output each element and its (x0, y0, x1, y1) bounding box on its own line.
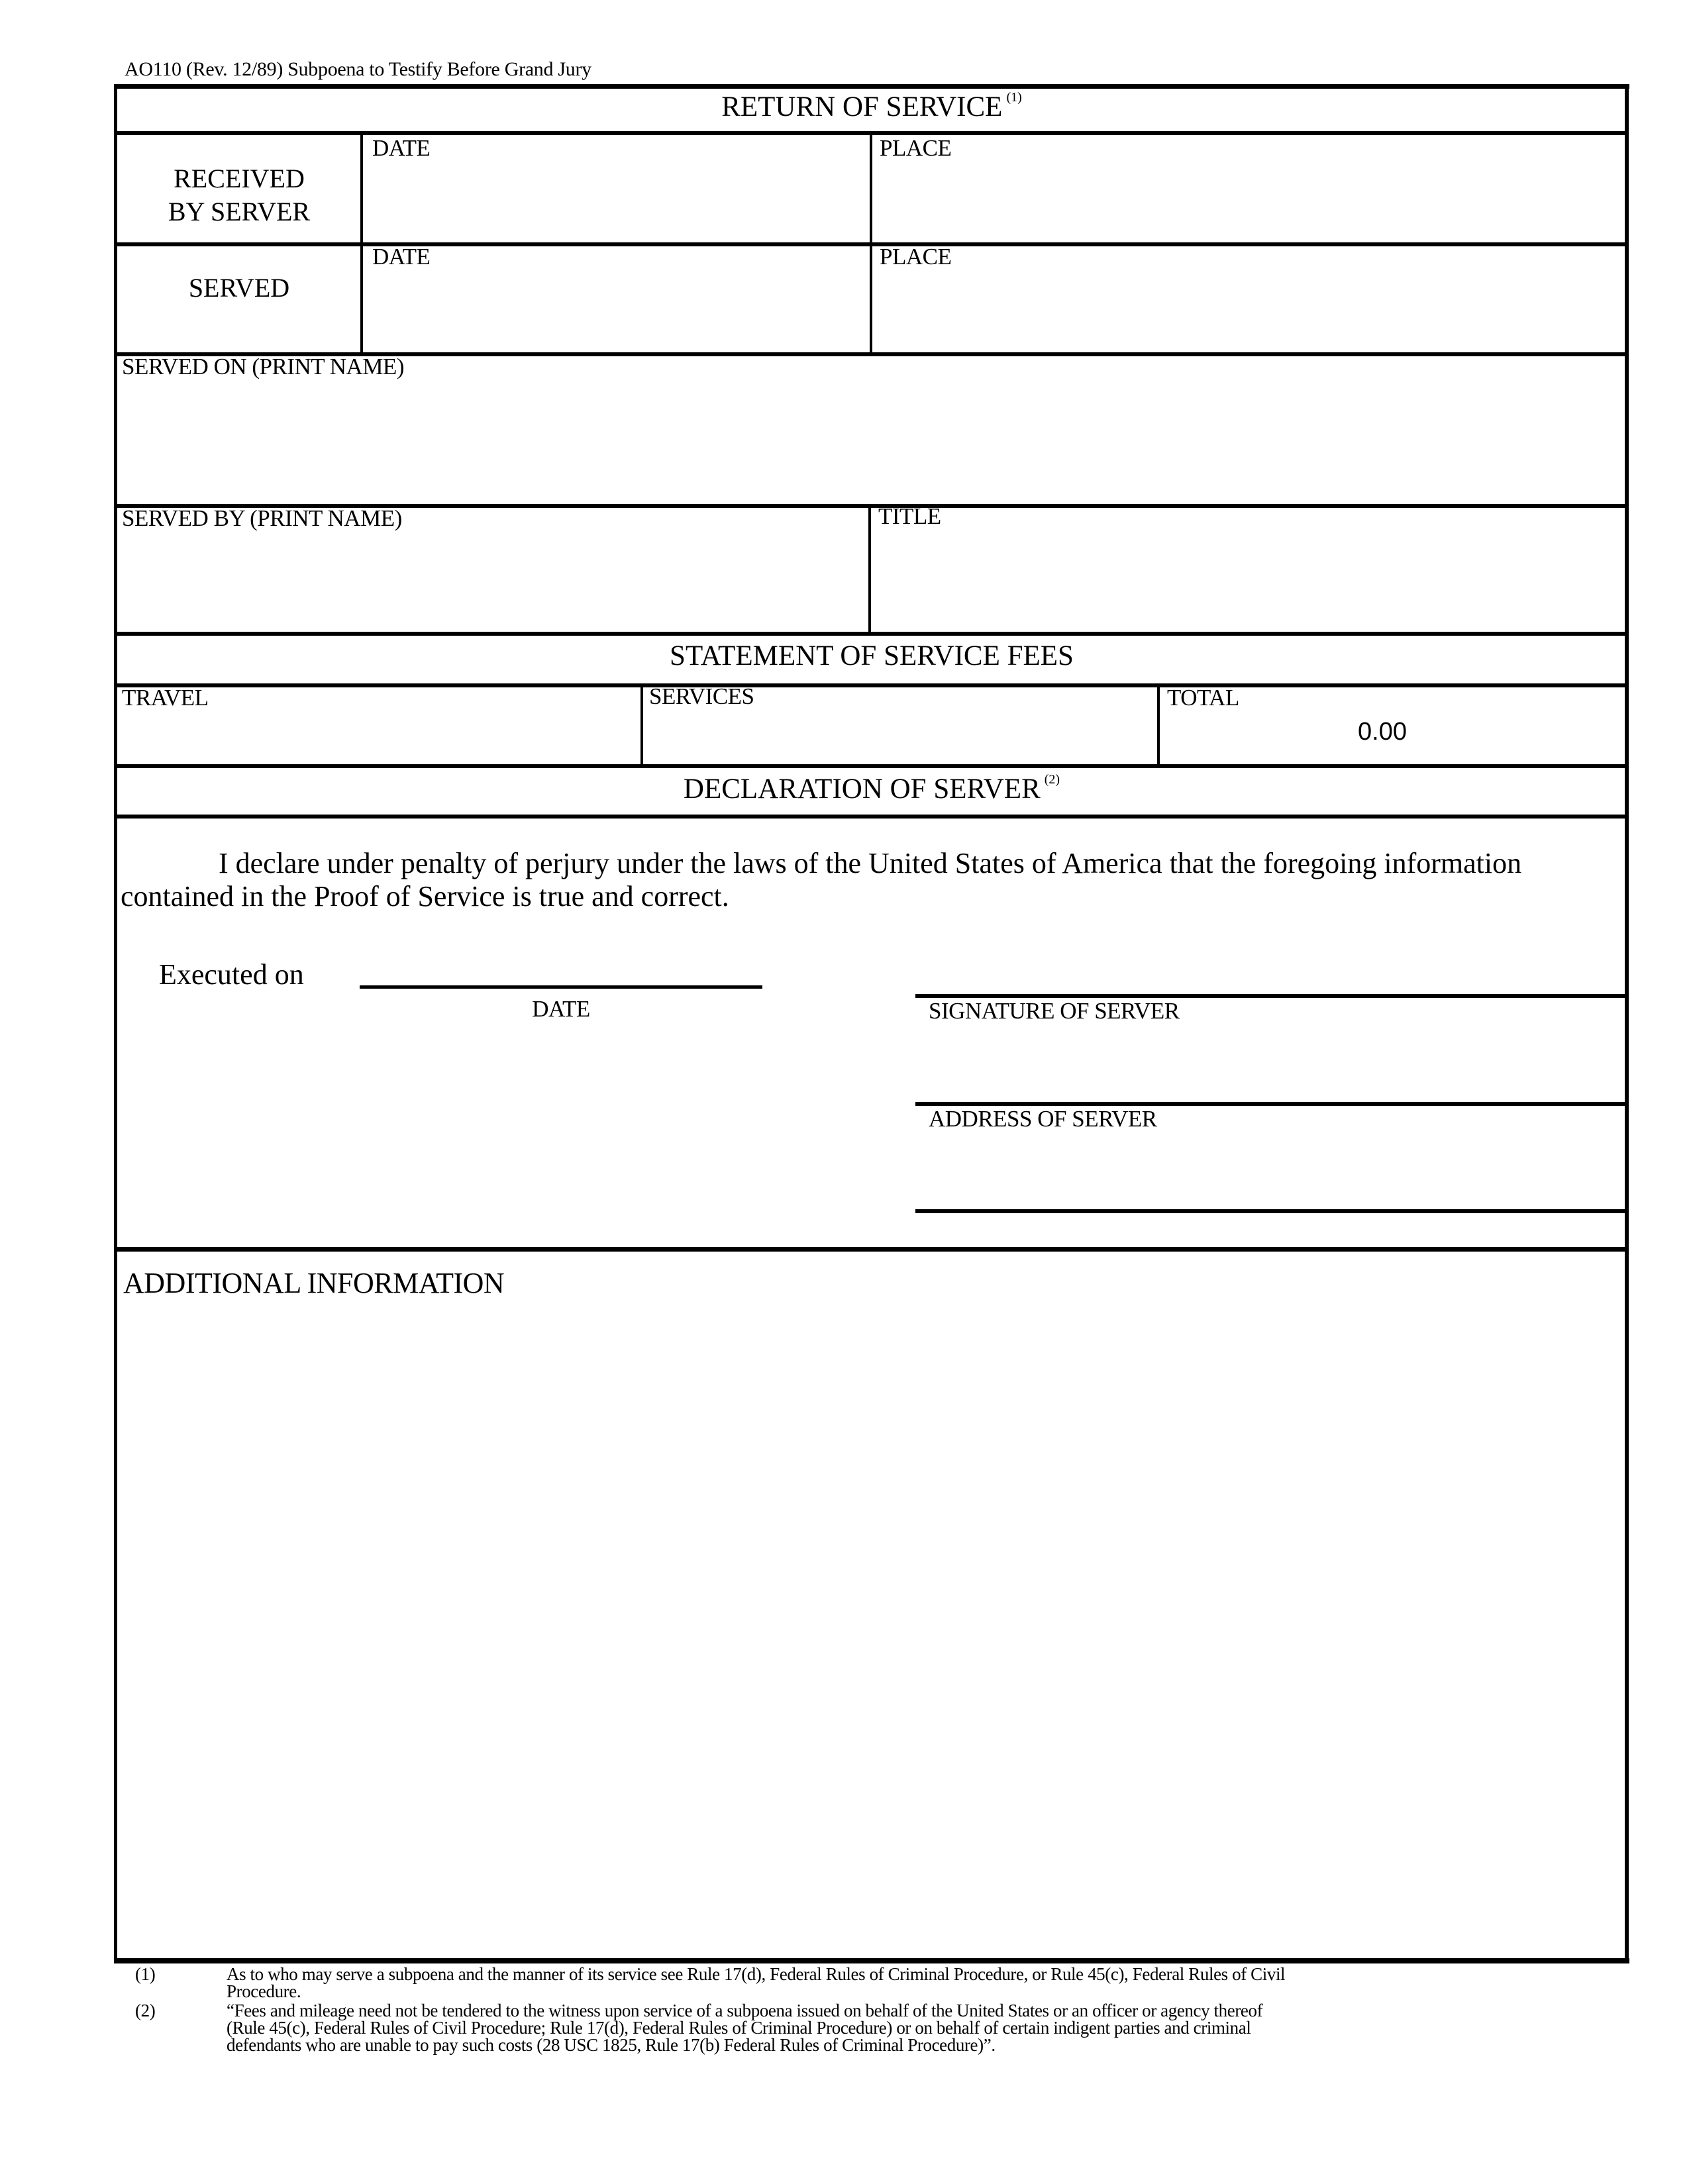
travel-field[interactable] (119, 714, 637, 762)
form-border-right (1625, 84, 1629, 1963)
footnote-2-line1: “Fees and mileage need not be tendered to the witness upon service of a subpoena issued on behalf of the United States or an officer or agency thereof (227, 2001, 1263, 2020)
declaration-title: DECLARATION OF SERVER (683, 773, 1041, 805)
served-date-label: DATE (372, 244, 431, 270)
signature-field[interactable] (915, 940, 1623, 993)
served-on-label: SERVED ON (PRINT NAME) (122, 354, 404, 379)
return-of-service-heading (118, 90, 1625, 123)
form-border-bottom (114, 1958, 1629, 1963)
total-label: TOTAL (1167, 685, 1239, 711)
divider (870, 132, 872, 354)
received-label-line2: BY SERVER (168, 197, 311, 226)
signature-of-server-label: SIGNATURE OF SERVER (929, 998, 1180, 1024)
declaration-statement-line2: contained in the Proof of Service is true and correct. (121, 880, 729, 913)
footnote-2-line3: defendants who are unable to pay such costs (28 USC 1825, Rule 17(b) Federal Rules of Criminal Procedure)”. (227, 2035, 996, 2055)
return-of-service-title: RETURN OF SERVICE (721, 91, 1003, 123)
footnote-1-line2: Procedure. (227, 1981, 301, 2001)
additional-information-field[interactable] (121, 1306, 1621, 1955)
divider (868, 505, 871, 633)
received-label-line1: RECEIVED (174, 164, 305, 193)
served-place-field[interactable] (876, 273, 1621, 350)
served-by-label: SERVED BY (PRINT NAME) (122, 505, 402, 531)
footnote-marker: (2) (1044, 772, 1060, 787)
declaration-heading (118, 772, 1625, 805)
divider (1157, 685, 1160, 766)
footnote-2-marker: (2) (135, 2001, 156, 2020)
additional-information-label: ADDITIONAL INFORMATION (123, 1267, 505, 1299)
title-label: TITLE (878, 503, 941, 529)
received-by-server-label (118, 162, 360, 228)
footnote-marker: (1) (1006, 90, 1022, 105)
travel-label: TRAVEL (122, 685, 209, 711)
received-place-field[interactable] (876, 166, 1621, 240)
address-of-server-label: ADDRESS OF SERVER (929, 1106, 1157, 1132)
footnote-1-line1: As to who may serve a subpoena and the manner of its service see Rule 17(d), Federal Rules of Criminal Procedure, or Rule 45(c), Federal Rules of Civil (227, 1964, 1286, 1984)
address-line-bottom (915, 1209, 1627, 1213)
divider (640, 685, 643, 766)
divider (114, 1247, 1628, 1252)
received-place-label: PLACE (880, 135, 952, 161)
divider (114, 632, 1628, 636)
divider (114, 683, 1628, 687)
executed-on-label: Executed on (159, 958, 304, 991)
title-field[interactable] (874, 535, 1621, 629)
divider (114, 764, 1628, 768)
served-on-field[interactable] (119, 384, 1623, 501)
divider (114, 815, 1628, 819)
executed-date-field[interactable] (360, 954, 762, 984)
services-field[interactable] (646, 714, 1154, 762)
served-by-field[interactable] (119, 535, 865, 629)
address-field[interactable] (915, 1139, 1623, 1208)
form-border-left (114, 84, 117, 1963)
served-label: SERVED (188, 273, 290, 303)
executed-date-line (360, 985, 762, 989)
executed-date-label: DATE (532, 996, 590, 1022)
form-header: AO110 (Rev. 12/89) Subpoena to Testify Before Grand Jury (125, 58, 591, 80)
total-value[interactable]: 0.00 (1358, 718, 1407, 746)
service-fees-heading: STATEMENT OF SERVICE FEES (670, 640, 1074, 671)
received-date-label: DATE (372, 135, 431, 161)
footnote-2-line2: (Rule 45(c), Federal Rules of Civil Procedure; Rule 17(d), Federal Rules of Criminal Procedure) or on behalf of certain indigent parties and criminal (227, 2018, 1251, 2038)
services-label: SERVICES (649, 683, 754, 709)
served-date-field[interactable] (366, 273, 866, 350)
footnote-1-marker: (1) (135, 1964, 156, 1984)
divider (360, 132, 363, 354)
received-date-field[interactable] (366, 166, 866, 240)
form-border-top (114, 84, 1629, 89)
declaration-statement-line1: I declare under penalty of perjury under the laws of the United States of America that the foregoing information (219, 847, 1522, 879)
served-place-label: PLACE (880, 244, 952, 270)
